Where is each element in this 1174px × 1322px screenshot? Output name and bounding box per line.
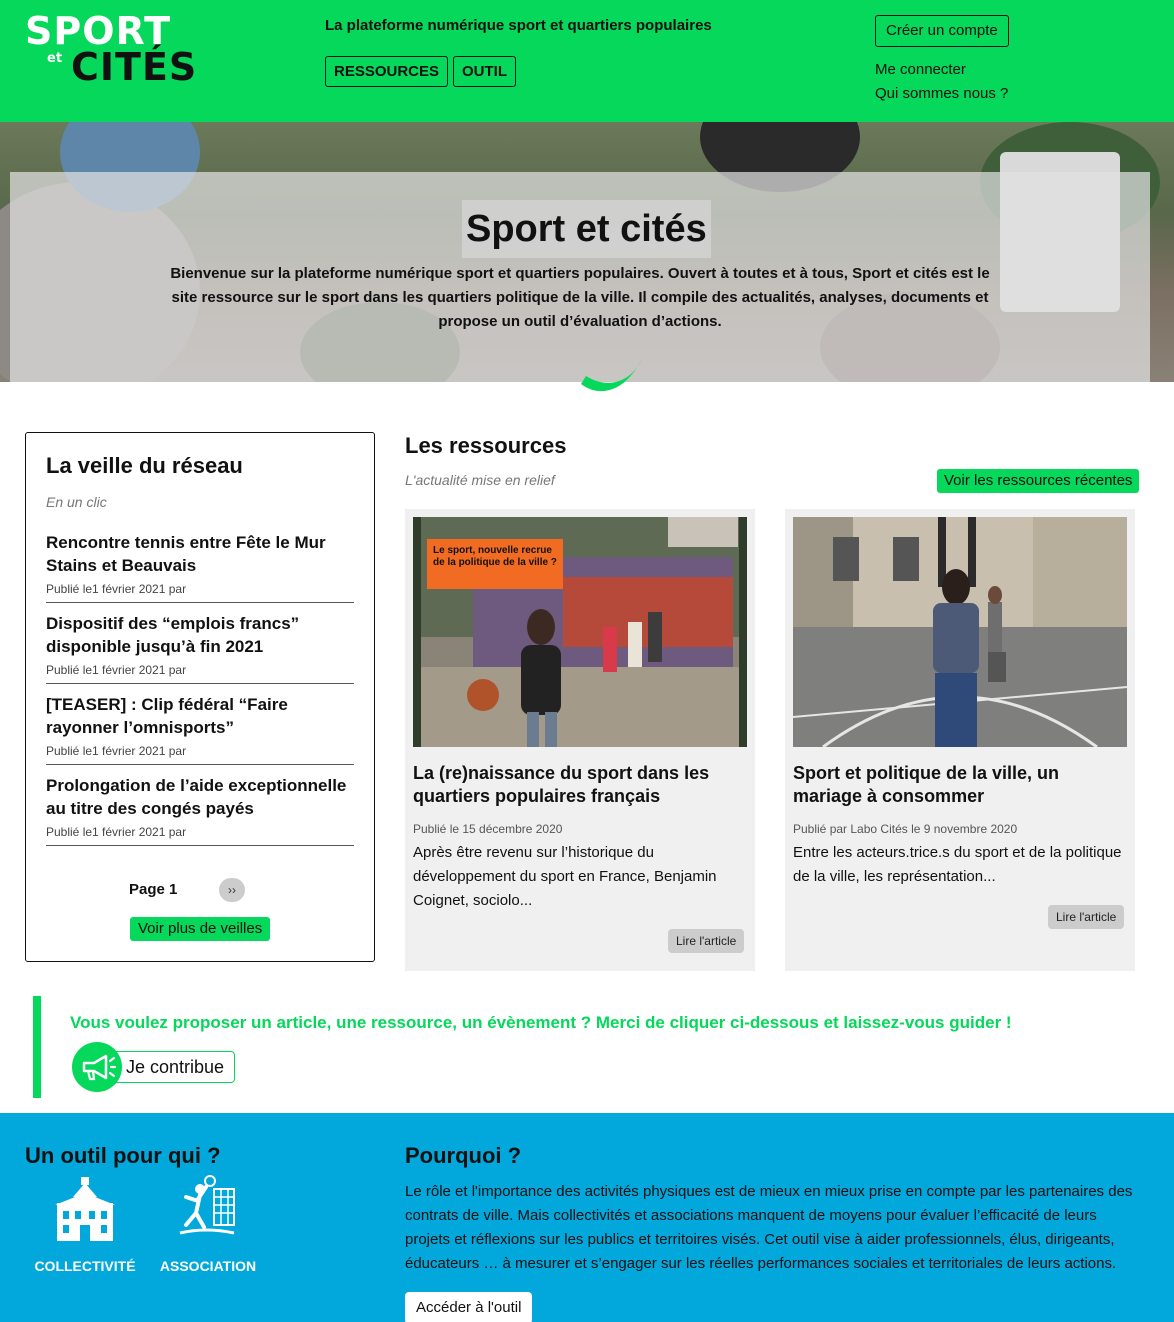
veille-subtitle: En un clic [46, 494, 107, 510]
ressources-subtitle: L'actualité mise en relief [405, 472, 555, 488]
target-association-label: ASSOCIATION [159, 1258, 257, 1274]
site-header [0, 0, 1174, 122]
ressource-card-excerpt: Entre les acteurs.trice.s du sport et de la politique de la ville, les représentation... [793, 844, 1122, 885]
about-link[interactable]: Qui sommes nous ? [875, 85, 1009, 102]
veille-item-title[interactable]: Dispositif des “emplois francs” disponible jusqu’à fin 2021 [46, 614, 300, 656]
ressource-card[interactable] [405, 509, 755, 971]
scroll-down-swoosh-icon[interactable] [578, 350, 648, 404]
access-tool-button[interactable]: Accéder à l'outil [405, 1292, 532, 1322]
contribute-button[interactable] [72, 1042, 238, 1082]
site-logo[interactable] [25, 9, 198, 92]
logo-word-sport: SPORT [25, 9, 171, 53]
veille-item-title[interactable]: Rencontre tennis entre Fête le Mur Stains et Beauvais [46, 533, 326, 575]
outil-why-title: Pourquoi ? [405, 1143, 522, 1168]
ressource-card-image-caption: Le sport, nouvelle recrue de la politique de la ville ? [433, 545, 557, 568]
create-account-button[interactable]: Créer un compte [875, 15, 1009, 47]
ressource-card-meta: Publié par Labo Cités le 9 novembre 2020 [793, 822, 1018, 836]
hero-banner [0, 122, 1174, 382]
veille-item-title[interactable]: Prolongation de l’aide exceptionnelle au titre des congés payés [46, 776, 347, 818]
hero-title: Sport et cités [462, 200, 711, 258]
volleyball-player-icon [176, 1175, 240, 1243]
veille-item-meta: Publié le1 février 2021 par [46, 825, 187, 839]
veille-item[interactable] [46, 531, 354, 603]
more-veilles-button[interactable]: Voir plus de veilles [130, 917, 270, 941]
ressource-card-image[interactable] [793, 517, 1127, 747]
megaphone-icon[interactable] [72, 1042, 122, 1092]
contribute-text: Vous voulez proposer un article, une ressource, un évènement ? Merci de cliquer ci-dessous et laissez-vous guider ! [70, 1013, 1012, 1032]
recent-ressources-button[interactable]: Voir les ressources récentes [937, 469, 1139, 493]
veille-item-meta: Publié le1 février 2021 par [46, 663, 187, 677]
veille-panel [25, 432, 375, 962]
login-link[interactable]: Me connecter [875, 61, 966, 78]
veille-item[interactable] [46, 774, 354, 846]
contribute-accent-bar [33, 996, 41, 1098]
ressource-card-title[interactable]: La (re)naissance du sport dans les quartiers populaires français [413, 763, 710, 806]
veille-title: La veille du réseau [46, 453, 243, 478]
veille-item-title[interactable]: [TEASER] : Clip fédéral “Faire rayonner l’omnisports” [46, 695, 288, 737]
veille-item-meta: Publié le1 février 2021 par [46, 582, 187, 596]
nav-outil-button[interactable]: OUTIL [453, 56, 516, 87]
target-collectivite-label: COLLECTIVITÉ [34, 1258, 136, 1274]
ressource-card-image[interactable] [413, 517, 747, 747]
nav-ressources-button[interactable]: RESSOURCES [325, 56, 448, 87]
town-hall-icon [53, 1175, 117, 1243]
outil-who-title: Un outil pour qui ? [25, 1143, 221, 1168]
veille-item-meta: Publié le1 février 2021 par [46, 744, 187, 758]
logo-word-et: et [47, 51, 63, 66]
veille-item[interactable] [46, 693, 354, 765]
target-association[interactable] [153, 1175, 263, 1275]
target-collectivite[interactable] [30, 1175, 140, 1275]
ressource-card-title[interactable]: Sport et politique de la ville, un mariage à consommer [793, 763, 1060, 806]
veille-next-page-button[interactable]: ›› [219, 878, 245, 902]
read-article-button[interactable]: Lire l'article [668, 929, 744, 953]
read-article-button[interactable]: Lire l'article [1048, 905, 1124, 929]
veille-page-indicator: Page 1 [129, 881, 178, 898]
hero-intro-text: Bienvenue sur la plateforme numérique sport et quartiers populaires. Ouvert à toutes et à tous, Sport et cités est le site ressource sur le sport dans les quartiers politique de la ville. Il compile des actualités, analyses, documents et propose un outil d’évaluation d’actions. [170, 265, 990, 330]
ressources-title: Les ressources [405, 433, 567, 458]
contribute-button-label[interactable]: Je contribue [116, 1051, 235, 1083]
ressource-card-excerpt: Après être revenu sur l’historique du développement du sport en France, Benjamin Coignet, sociolo... [413, 844, 717, 909]
ressource-card-meta: Publié le 15 décembre 2020 [413, 822, 563, 836]
logo-word-cites: CITÉS [71, 45, 198, 89]
ressource-card[interactable] [785, 509, 1135, 971]
veille-item[interactable] [46, 612, 354, 684]
outil-why-text: Le rôle et l'importance des activités physiques est de mieux en mieux prise en compte par les partenaires des contrats de ville. Mais collectivités et associations manquent de moyens pour évaluer l’efficacité de leurs projets et réflexions sur les publics et territoires visés. Cet outil vise à aider professionnels, élus, dirigeants, éducateurs … à mesurer et s’engager sur les réelles performances sociales et territoriales de leurs actions. [405, 1183, 1133, 1272]
site-tagline: La plateforme numérique sport et quartiers populaires [325, 17, 712, 34]
